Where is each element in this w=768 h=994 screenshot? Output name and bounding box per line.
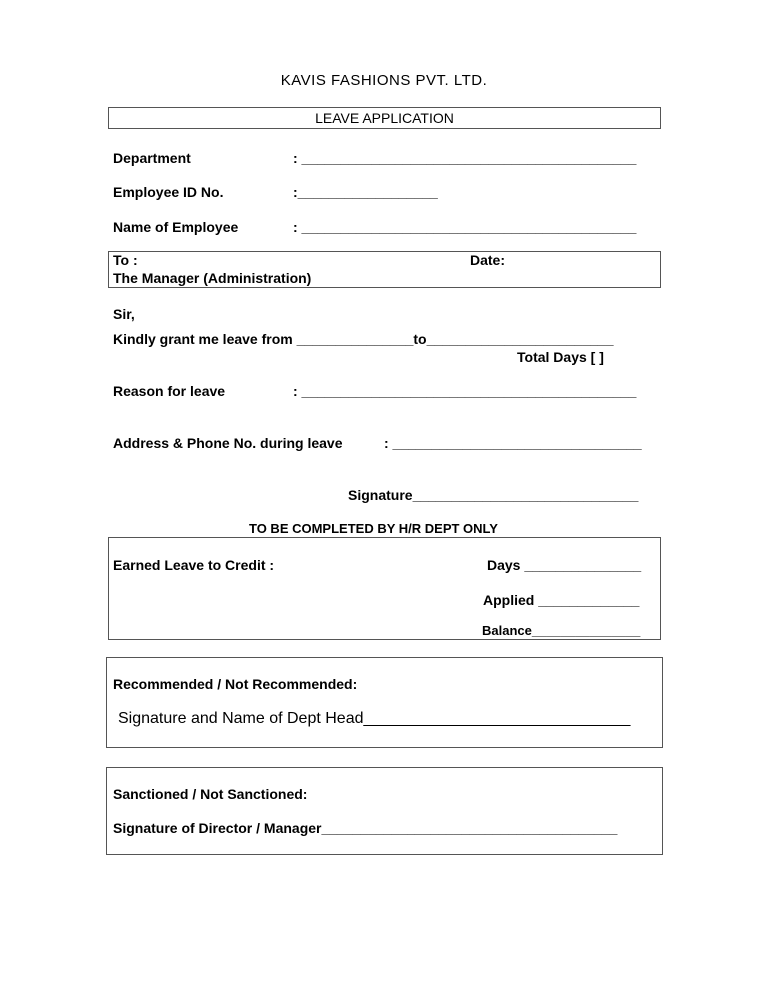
applicant-signature[interactable]: Signature_____________________________ (348, 487, 639, 503)
to-label: To : (113, 252, 138, 268)
sanction-box (106, 767, 663, 855)
employee-name-label: Name of Employee (113, 219, 239, 235)
address-label: Address & Phone No. during leave (113, 435, 343, 451)
reason-label: Reason for leave (113, 383, 226, 399)
employee-id-label: Employee ID No. (113, 184, 224, 200)
dept-head-signature[interactable]: Signature and Name of Dept Head______________________________ (118, 710, 631, 727)
date-label: Date: (470, 252, 506, 268)
address-line[interactable]: : ________________________________ (384, 435, 642, 451)
department-line[interactable]: : ___________________________________________ (293, 150, 637, 166)
grant-leave-text[interactable]: Kindly grant me leave from _______________to________________________ (113, 331, 614, 347)
employee-id-line[interactable]: :__________________ (293, 184, 438, 200)
form-title: LEAVE APPLICATION (315, 110, 454, 126)
manager-label: The Manager (Administration) (113, 270, 312, 286)
balance-line[interactable]: Balance_______________ (482, 623, 641, 638)
department-label: Department (113, 150, 191, 166)
recommendation-title: Recommended / Not Recommended: (113, 676, 358, 692)
hr-heading: TO BE COMPLETED BY H/R DEPT ONLY (249, 521, 498, 536)
earned-leave-label: Earned Leave to Credit : (113, 557, 275, 573)
recommendation-box (106, 657, 663, 748)
salutation: Sir, (113, 306, 135, 322)
total-days[interactable]: Total Days [ ] (517, 349, 604, 365)
applied-line[interactable]: Applied _____________ (483, 592, 640, 608)
director-signature[interactable]: Signature of Director / Manager______________________________________ (113, 820, 618, 836)
employee-name-line[interactable]: : ___________________________________________ (293, 219, 637, 235)
sanction-title: Sanctioned / Not Sanctioned: (113, 786, 308, 802)
company-name: KAVIS FASHIONS PVT. LTD. (280, 72, 488, 89)
days-line[interactable]: Days _______________ (487, 557, 642, 573)
reason-line[interactable]: : ___________________________________________ (293, 383, 637, 399)
